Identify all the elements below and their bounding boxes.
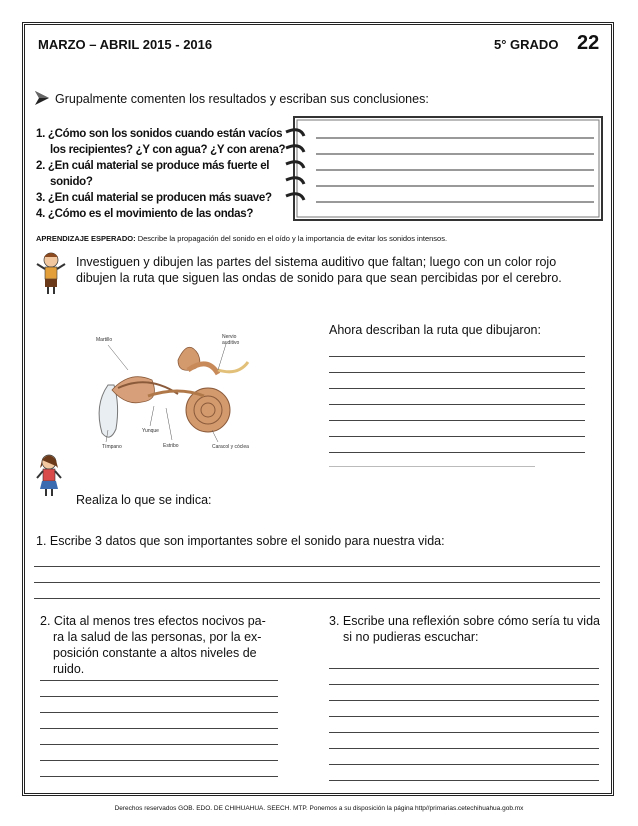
answer-line[interactable] xyxy=(329,732,599,733)
answer-line[interactable] xyxy=(40,776,278,777)
task2-line-3: posición constante a altos niveles de xyxy=(53,646,257,660)
learning-expectation xyxy=(36,234,447,243)
answer-line[interactable] xyxy=(40,696,278,697)
answer-line[interactable] xyxy=(329,684,599,685)
child-figure-icon xyxy=(34,250,68,296)
answer-line[interactable] xyxy=(329,404,585,405)
label-martillo: Martillo xyxy=(96,337,113,343)
investigate-line-2: dibujen la ruta que siguen las ondas de sonido para que sean percibidas por el cerebro. xyxy=(76,271,562,285)
question-line: sonido? xyxy=(50,176,93,188)
answer-line[interactable] xyxy=(329,716,599,717)
task2-line-1: 2. Cita al menos tres efectos nocivos pa- xyxy=(40,614,266,628)
answer-line[interactable] xyxy=(34,566,600,567)
footer-note: Derechos reservados GOB. EDO. DE CHIHUAHUA. SEECH. MTP. Ponemos a su disposición la página http//primarias.cetechihuahua.gob.mx xyxy=(114,805,524,812)
investigate-line-1: Investiguen y dibujen las partes del sistema auditivo que faltan; luego con un color rojo xyxy=(76,255,557,269)
task1-prompt: 1. Escribe 3 datos que son importantes sobre el sonido para nuestra vida: xyxy=(36,534,445,548)
answer-line[interactable] xyxy=(40,712,278,713)
label-caracol: Caracol y cóclea xyxy=(212,444,249,450)
page-number: 22 xyxy=(577,32,600,54)
answer-line[interactable] xyxy=(329,372,585,373)
answer-line[interactable] xyxy=(329,764,599,765)
question-line: 3. ¿En cuál material se producen más suave? xyxy=(36,192,272,204)
learning-label: APRENDIZAJE ESPERADO: xyxy=(36,234,136,243)
label-timpano: Tímpano xyxy=(102,444,122,450)
label-estribo: Estribo xyxy=(163,443,179,449)
answer-line[interactable] xyxy=(329,700,599,701)
task2-line-4: ruido. xyxy=(53,662,85,676)
learning-text: Describe la propagación del sonido en el oído y la importancia de evitar los sonidos intensos. xyxy=(137,234,448,243)
answer-line[interactable] xyxy=(329,748,599,749)
label-yunque: Yunque xyxy=(142,428,159,434)
task3-line-2: si no pudieras escuchar: xyxy=(343,630,479,644)
answer-line[interactable] xyxy=(40,744,278,745)
answer-line[interactable] xyxy=(329,436,585,437)
answer-line[interactable] xyxy=(40,680,278,681)
label-auditivo: auditivo xyxy=(222,340,240,346)
answer-line[interactable] xyxy=(329,356,585,357)
answer-line[interactable] xyxy=(329,452,585,453)
task3-line-1: 3. Escribe una reflexión sobre cómo sería tu vida xyxy=(329,614,600,628)
question-line: 2. ¿En cuál material se produce más fuerte el xyxy=(36,160,270,172)
answer-line[interactable] xyxy=(329,466,535,467)
section1-instruction: Grupalmente comenten los resultados y escriban sus conclusiones: xyxy=(55,92,429,106)
ear-diagram xyxy=(88,330,258,458)
question-line: los recipientes? ¿Y con agua? ¿Y con arena? xyxy=(50,144,286,156)
notebook-writing-area xyxy=(280,116,604,222)
answer-line[interactable] xyxy=(40,760,278,761)
question-line: 1. ¿Cómo son los sonidos cuando están vacíos xyxy=(36,128,283,140)
describe-route-prompt: Ahora describan la ruta que dibujaron: xyxy=(329,323,541,337)
answer-line[interactable] xyxy=(329,780,599,781)
answer-line[interactable] xyxy=(329,668,599,669)
label-nervio: Nervio xyxy=(222,334,237,340)
realiza-instruction: Realiza lo que se indica: xyxy=(76,493,212,507)
child-figure-icon xyxy=(34,452,64,498)
header-dates: MARZO – ABRIL 2015 - 2016 xyxy=(38,37,213,52)
task2-line-2: ra la salud de las personas, por la ex- xyxy=(53,630,262,644)
answer-line[interactable] xyxy=(329,420,585,421)
answer-line[interactable] xyxy=(329,388,585,389)
answer-line[interactable] xyxy=(40,728,278,729)
arrow-bullet-icon xyxy=(34,90,50,106)
answer-line[interactable] xyxy=(34,582,600,583)
header-grade: 5° GRADO xyxy=(494,37,559,52)
answer-line[interactable] xyxy=(34,598,600,599)
question-line: 4. ¿Cómo es el movimiento de las ondas? xyxy=(36,208,254,220)
